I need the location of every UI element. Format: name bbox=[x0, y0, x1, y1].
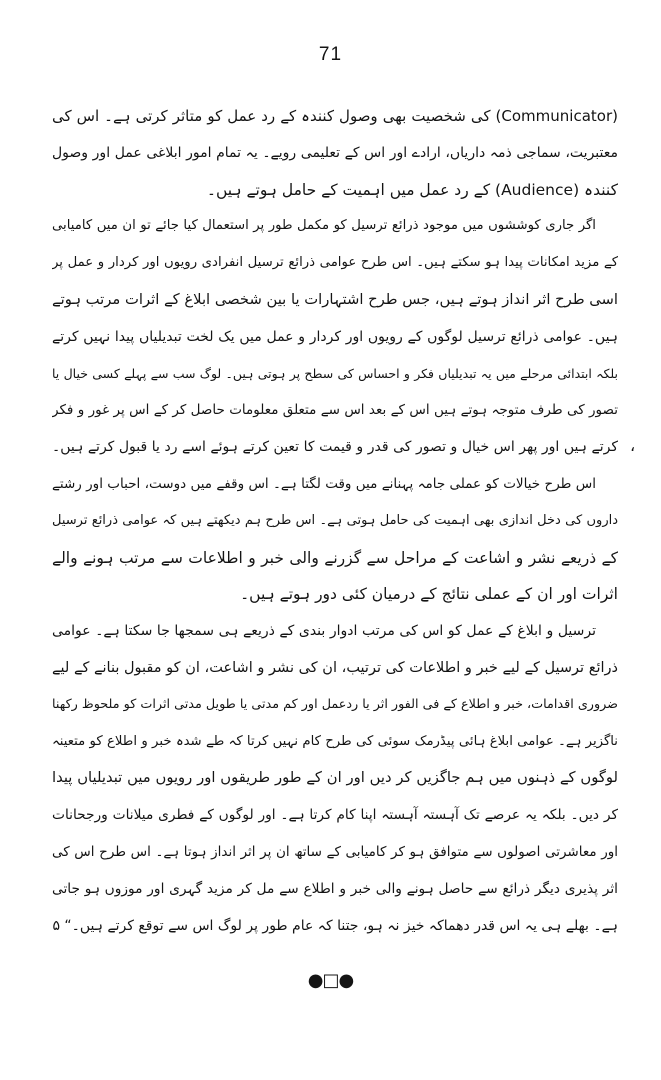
text-line: اسی طرح اثر انداز ہوتے ہیں، جس طرح اشتہارات یا بین شخصی ابلاغ کے اثرات مرتب ہوتے bbox=[52, 290, 618, 308]
text-line: (Communicator) کی شخصیت بھی وصول کنندہ کے رد عمل کو متاثر کرتی ہے۔ اس کی bbox=[52, 107, 618, 125]
text-line: ترسیل و ابلاغ کے عمل کو اس کی مرتب ادوار بندی کے ذریعے ہی سمجھا جا سکتا ہے۔ عوامی bbox=[52, 623, 596, 640]
text-line: تصور کی طرف متوجہ ہوتے ہیں اس کے بعد اس سے متعلق معلومات حاصل کر کے اس پر غور و فکر bbox=[52, 402, 618, 419]
text-line: اثر پذیری دیگر ذرائع سے حاصل ہونے والی خبر و اطلاع سے مل کر مزید گہری اور موزوں ہو جاتی bbox=[52, 880, 618, 897]
text-line: ہیں۔ عوامی ذرائع ترسیل لوگوں کے رویوں اور کردار و عمل میں یک لخت تبدیلیاں پیدا نہیں کرتے bbox=[52, 328, 618, 345]
text-line: کے ذریعے نشر و اشاعت کے مراحل سے گزرنے والی خبر و اطلاعات سے مرتب ہونے والے bbox=[52, 548, 618, 567]
text-line: داروں کی دخل اندازی بھی اہمیت کی حامل ہوتی ہے۔ اس طرح ہم دیکھتے ہیں کہ عوامی ذرائع ترسیل bbox=[52, 512, 618, 528]
text-line: کے مزید امکانات پیدا ہو سکتے ہیں۔ اس طرح عوامی ذرائع ترسیل انفرادی رویوں اور کردار و عمل پر bbox=[52, 255, 618, 271]
text-line: ناگزیر ہے۔ عوامی ابلاغ ہائی پیڈرمک سوئی کی طرح کام نہیں کرتا کہ طے شدہ خبر و اطلاع کو متعینہ bbox=[52, 733, 618, 749]
text-line: اس طرح خیالات کو عملی جامہ پہنانے میں وقت لگتا ہے۔ اس وقفے میں دوست، احباب اور رشتے bbox=[52, 475, 596, 492]
text-line: اثرات اور ان کے عملی نتائج کے درمیان کئی دور ہوتے ہیں۔ bbox=[240, 585, 618, 604]
text-line: بلکہ ابتدائی مرحلے میں یہ تبدیلیاں فکر و احساس کی سطح پر ہوتی ہیں۔ لوگ سب سے پہلے کسی خیال یا bbox=[52, 365, 618, 381]
text-line: اور معاشرتی اصولوں سے متوافق ہو کر کامیابی کے ساتھ ان پر اثر انداز ہوتا ہے۔ اس طرح اس کی bbox=[52, 843, 618, 860]
text-line: ذرائع ترسیل کے لیے خبر و اطلاعات کی ترتیب، ان کی نشر و اشاعت، ان کو مقبول بنانے کے لیے bbox=[52, 659, 618, 676]
text-line: معتبریت، سماجی ذمہ داریاں، ارادے اور اس کے تعلیمی رویے۔ یہ تمام امور ابلاغی عمل اور وصول bbox=[52, 144, 618, 161]
page-number: 71 bbox=[318, 44, 343, 65]
text-line: کر دیں۔ بلکہ یہ عرصے تک آہستہ آہستہ اپنا کام کرتا ہے۔ اور لوگوں کے فطری میلانات ورجحانات bbox=[52, 807, 618, 824]
text-line: اگر جاری کوششوں میں موجود ذرائع ترسیل کو مکمل طور پر استعمال کیا جائے تو ان میں کامیابی bbox=[52, 218, 596, 234]
text-line: ہے۔ بھلے ہی یہ اس قدر دھماکہ خیز نہ ہو، جتنا کہ عام طور پر لوگ اس سے توقع کرتے ہیں۔“ ۵ bbox=[52, 917, 618, 934]
text-line: لوگوں کے ذہنوں میں ہم جاگزیں کر دیں اور ان کے طور طریقوں اور رویوں میں تبدیلیاں پیدا bbox=[52, 769, 618, 787]
text-line: ضروری اقدامات، خبر و اطلاع کے فی الفور اثر یا ردعمل اور کم مدتی یا طویل مدتی اثرات کو ملحوظ رکھنا bbox=[52, 696, 618, 712]
footer-ornament: ●□● bbox=[307, 970, 354, 991]
text-line: کرتے ہیں اور پھر اس خیال و تصور کی قدر و قیمت کا تعین کرتے ہوئے اسے رد یا قبول کرتے ہیں۔ bbox=[52, 439, 618, 456]
margin-mark: ، bbox=[630, 436, 636, 455]
body-text bbox=[52, 98, 618, 944]
text-line: کنندہ (Audience) کے رد عمل میں اہمیت کے حامل ہوتے ہیں۔ bbox=[206, 180, 618, 199]
